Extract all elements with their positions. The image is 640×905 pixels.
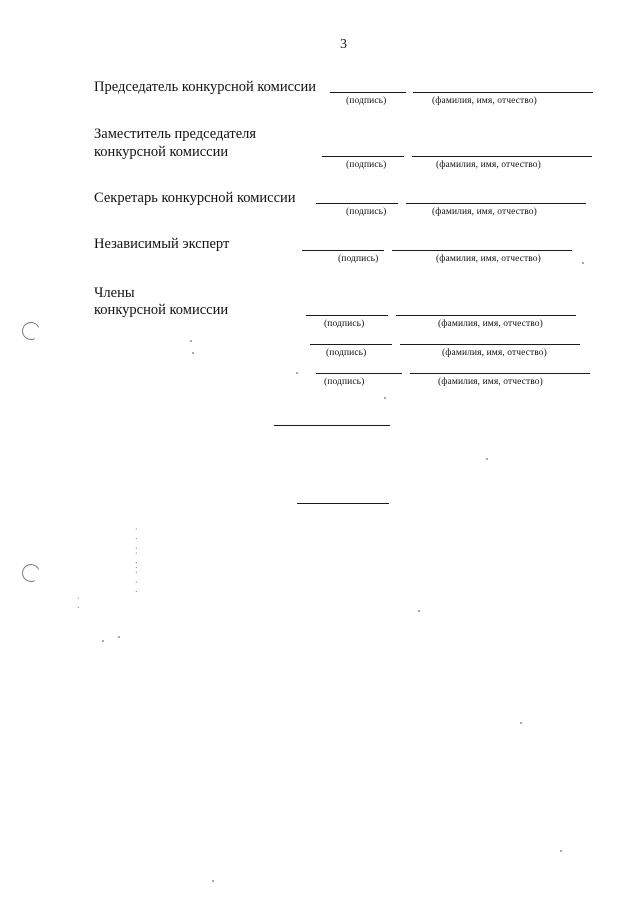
- secretary-label: Секретарь конкурсной комиссии: [94, 190, 296, 206]
- deputy-name-caption: (фамилия, имя, отчество): [436, 160, 541, 170]
- scan-speck: [192, 352, 194, 354]
- member-3-signature-line: [316, 373, 402, 374]
- scan-speck: [520, 722, 522, 724]
- member-2-name-caption: (фамилия, имя, отчество): [442, 348, 547, 358]
- expert-name-line: [392, 250, 572, 251]
- extra-blank-line-2: [297, 503, 389, 504]
- scan-speck: [486, 458, 488, 460]
- scan-speck: [190, 340, 192, 342]
- chairman-name-caption: (фамилия, имя, отчество): [432, 96, 537, 106]
- scan-speck: [118, 636, 120, 638]
- member-3-name-line: [410, 373, 590, 374]
- punch-hole-top: [19, 319, 42, 342]
- members-label-line2: конкурсной комиссии: [94, 302, 229, 318]
- scan-speck: [384, 397, 386, 399]
- secretary-name-caption: (фамилия, имя, отчество): [432, 207, 537, 217]
- page-number: 3: [340, 37, 347, 52]
- secretary-signature-line: [316, 203, 398, 204]
- expert-signature-line: [302, 250, 384, 251]
- scan-speck: [102, 640, 104, 642]
- member-1-name-line: [396, 315, 576, 316]
- scan-speck: [296, 372, 298, 374]
- expert-signature-caption: (подпись): [338, 254, 379, 264]
- vertical-scan-mark-small: · ·: [74, 595, 83, 610]
- member-3-name-caption: (фамилия, имя, отчество): [438, 377, 543, 387]
- member-3-signature-caption: (подпись): [324, 377, 365, 387]
- member-1-signature-caption: (подпись): [324, 319, 365, 329]
- member-2-signature-caption: (подпись): [326, 348, 367, 358]
- members-label-line1: Члены: [94, 285, 135, 301]
- member-1-signature-line: [306, 315, 388, 316]
- deputy-label-line1: Заместитель председателя: [94, 126, 257, 142]
- chairman-name-line: [413, 92, 593, 93]
- expert-label: Независимый эксперт: [94, 236, 230, 252]
- deputy-signature-line: [322, 156, 404, 157]
- deputy-signature-caption: (подпись): [346, 160, 387, 170]
- chairman-signature-caption: (подпись): [346, 96, 387, 106]
- expert-name-caption: (фамилия, имя, отчество): [436, 254, 541, 264]
- scan-speck: [212, 880, 214, 882]
- deputy-label-line2: конкурсной комиссии: [94, 144, 229, 160]
- member-1-name-caption: (фамилия, имя, отчество): [438, 319, 543, 329]
- scan-speck: [582, 262, 584, 264]
- secretary-name-line: [406, 203, 586, 204]
- chairman-signature-line: [330, 92, 406, 93]
- chairman-label: Председатель конкурсной комиссии: [94, 79, 316, 95]
- scan-speck: [418, 610, 420, 612]
- member-2-signature-line: [310, 344, 392, 345]
- member-2-name-line: [400, 344, 580, 345]
- punch-hole-bottom: [19, 561, 42, 584]
- extra-blank-line-1: [274, 425, 390, 426]
- secretary-signature-caption: (подпись): [346, 207, 387, 217]
- deputy-name-line: [412, 156, 592, 157]
- scan-speck: [560, 850, 562, 852]
- vertical-scan-mark: · · ··· ·· · ·: [132, 526, 141, 594]
